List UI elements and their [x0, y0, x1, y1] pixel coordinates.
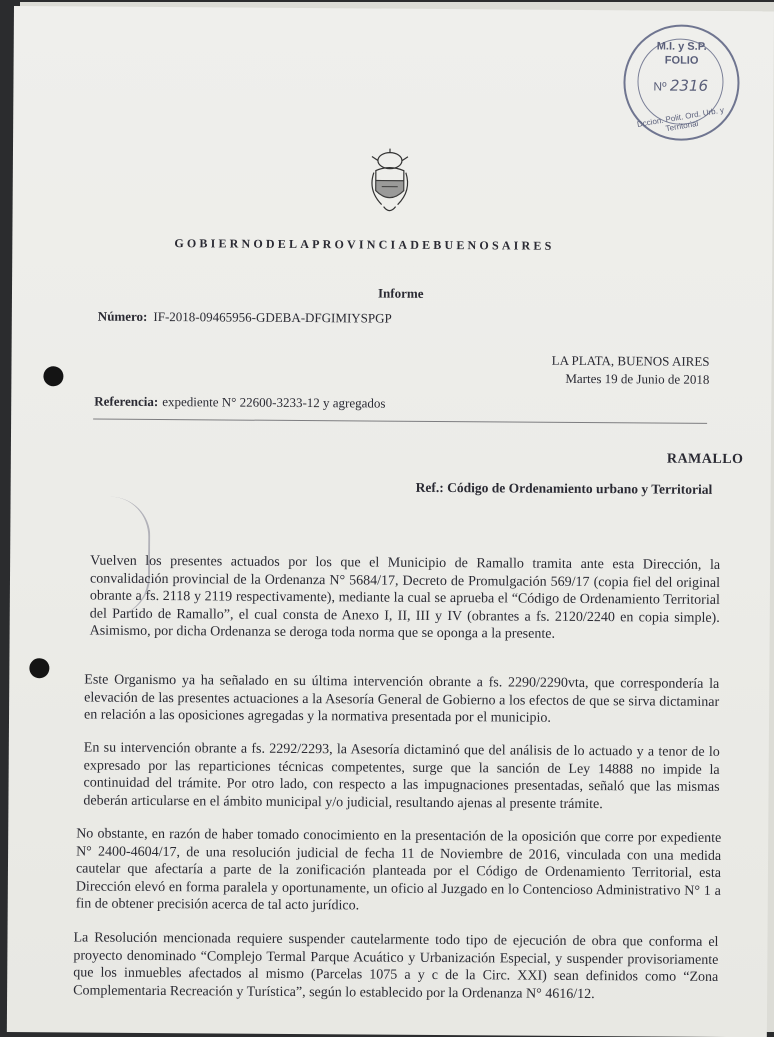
- recipient: RAMALLO: [667, 452, 744, 469]
- paragraph-2: Este Organismo ya ha señalado en su última intervención obrante a fs. 2290/2290vta, que correspondería la elevación de las presentes actuaciones a la Asesoría General de Gobierno a los efectos de que se sirva dictaminar en relación a las oposiciones agregadas y la normativa presentada por el municipio.: [84, 672, 719, 729]
- referencia-line: [94, 394, 385, 412]
- subject-reference: Ref.: Código de Ordenamiento urbano y Territorial: [416, 480, 713, 498]
- provincial-crest-icon: [368, 146, 413, 218]
- stamp-circle-text: Dccion. Polit. Ord. Urb. y Territorial: [624, 103, 737, 139]
- stamp-numero-value: 2316: [670, 77, 708, 95]
- document-page: [7, 6, 774, 1037]
- referencia-value: expediente N° 22600-3233-12 y agregados: [162, 394, 385, 411]
- paragraph-4: No obstante, en razón de haber tomado conocimiento en la presentación de la oposición que corre por expediente N° 2400-4604/17, de una resolución judicial de fecha 11 de Noviembre de 2016, vinculada con una medida cautelar que afectaría a parte de la zonificación planteada por el Código de Ordenamiento Territorial, esta Dirección elevó en forma paralela y oportunamente, un oficio al Juzgado en lo Contencioso Administrativo N° 1 a fin de obtener precisión acerca de tal acto jurídico.: [76, 825, 722, 917]
- paragraph-3: En su intervención obrante a fs. 2292/2293, la Asesoría dictaminó que del análisis de lo actuado y a tenor de lo expresado por las reparticiones técnicas competentes, surge que la sanción de Ley 14888 no impide la continuidad del trámite. Por otro lado, con respecto a las impugnaciones presentadas, señaló que las mismas deberán articularse en el ámbito municipal y/o judicial, resultando ajenas al presente trámite.: [83, 740, 719, 815]
- punch-hole: [29, 658, 49, 678]
- document-number: [98, 309, 392, 327]
- stamp-folio-number: [653, 76, 708, 94]
- paragraph-5: La Resolución mencionada requiere suspender cautelarmente todo tipo de ejecución de obra que conforma el proyecto denominado “Complejo Termal Parque Acuático y Urbanización Especial, y suspender provisoriamente que los inmuebles afectados al mismo (Parcelas 1075 a y c de la Circ. XXI) sean definidos como “Zona Complementaria Recreación y Turística”, según lo establecido por la Ordenanza N° 4616/12.: [73, 929, 718, 1004]
- referencia-label: Referencia:: [94, 394, 158, 409]
- punch-hole: [43, 366, 63, 386]
- city-line: LA PLATA, BUENOS AIRES: [531, 353, 709, 370]
- paragraph-1: Vuelven los presentes actuados por los que el Municipio de Ramallo tramita ante esta Dirección, la convalidación provincial de la Ordenanza N° 5684/17, Decreto de Promulgación 569/17 (copia fiel del original obrante a fs. 2118 y 2119 respectivamente), mediante la cual se aprueba el “Código de Ordenamiento Territorial del Partido de Ramallo”, el cual consta de Anexo I, II, III y IV (obrantes a fs. 2120/2240 en copia simple). Asimismo, por dicha Ordenanza se deroga toda norma que se oponga a la presente.: [90, 553, 721, 645]
- document-type: Informe: [378, 286, 424, 302]
- folio-stamp: [623, 24, 740, 141]
- government-heading: GOBIERNODELAPROVINCIADEBUENOSAIRES: [174, 236, 554, 254]
- stamp-folio-label: FOLIO: [626, 54, 738, 67]
- header-divider: [93, 419, 707, 424]
- stamp-org: M.I. y S.P.: [626, 40, 738, 53]
- numero-label: Número:: [98, 309, 148, 324]
- date-line: Martes 19 de Junio de 2018: [531, 371, 709, 388]
- numero-value: IF-2018-09465956-GDEBA-DFGIMIYSPGP: [153, 309, 391, 326]
- stamp-numero-prefix: Nº: [653, 79, 666, 93]
